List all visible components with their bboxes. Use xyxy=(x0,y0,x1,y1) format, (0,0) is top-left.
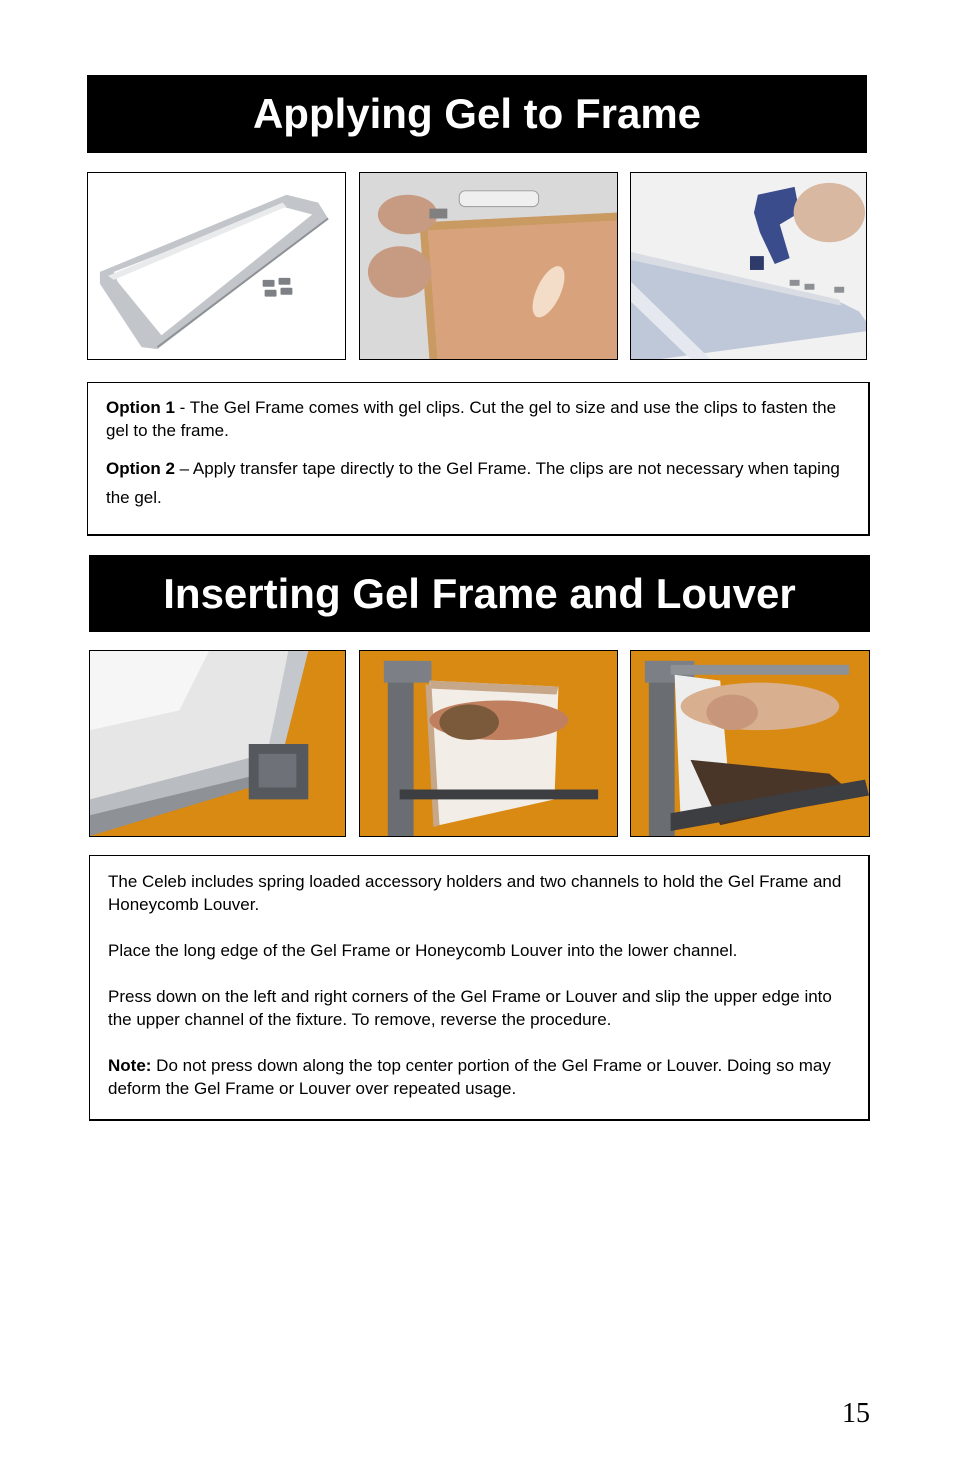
photo-inserting-frame-into-holder xyxy=(359,650,618,837)
note-paragraph xyxy=(108,1054,852,1100)
section-title-applying-gel: Applying Gel to Frame xyxy=(87,75,867,153)
page-number: 15 xyxy=(842,1398,870,1429)
photo-frame-in-lower-channel xyxy=(89,650,346,837)
photo-clipping-gel-to-frame xyxy=(359,172,618,360)
instruction-paragraph-1: The Celeb includes spring loaded accessory holders and two channels to hold the Gel Frame and Honeycomb Louver. xyxy=(108,872,842,914)
inserting-instructions-box xyxy=(89,855,870,1121)
option-2-text: – Apply transfer tape directly to the Gel Frame. The clips are not necessary when taping the gel. xyxy=(106,459,840,507)
option-1-text: - The Gel Frame comes with gel clips. Cut the gel to size and use the clips to fasten the gel to the frame. xyxy=(106,398,837,440)
photo-inserting-louver xyxy=(630,650,870,837)
option-2-label: Option 2 xyxy=(106,459,175,478)
instruction-paragraph-3: Press down on the left and right corners of the Gel Frame or Louver and slip the upper edge into the upper channel of the fixture. To remove, reverse the procedure. xyxy=(108,987,832,1029)
photo-empty-gel-frame-with-clips xyxy=(87,172,346,360)
note-label: Note: xyxy=(108,1056,152,1075)
option-1-paragraph xyxy=(106,396,852,442)
gel-frame-options-box xyxy=(87,382,870,536)
option-1-label: Option 1 xyxy=(106,398,175,417)
note-text: Do not press down along the top center portion of the Gel Frame or Louver. Doing so may deform the Gel Frame or Louver over repeated usage. xyxy=(108,1056,831,1098)
section-title-inserting-gel-frame: Inserting Gel Frame and Louver xyxy=(89,555,870,632)
instruction-paragraph-2: Place the long edge of the Gel Frame or Honeycomb Louver into the lower channel. xyxy=(108,941,738,960)
option-2-paragraph xyxy=(106,454,852,512)
photo-applying-transfer-tape xyxy=(630,172,867,360)
